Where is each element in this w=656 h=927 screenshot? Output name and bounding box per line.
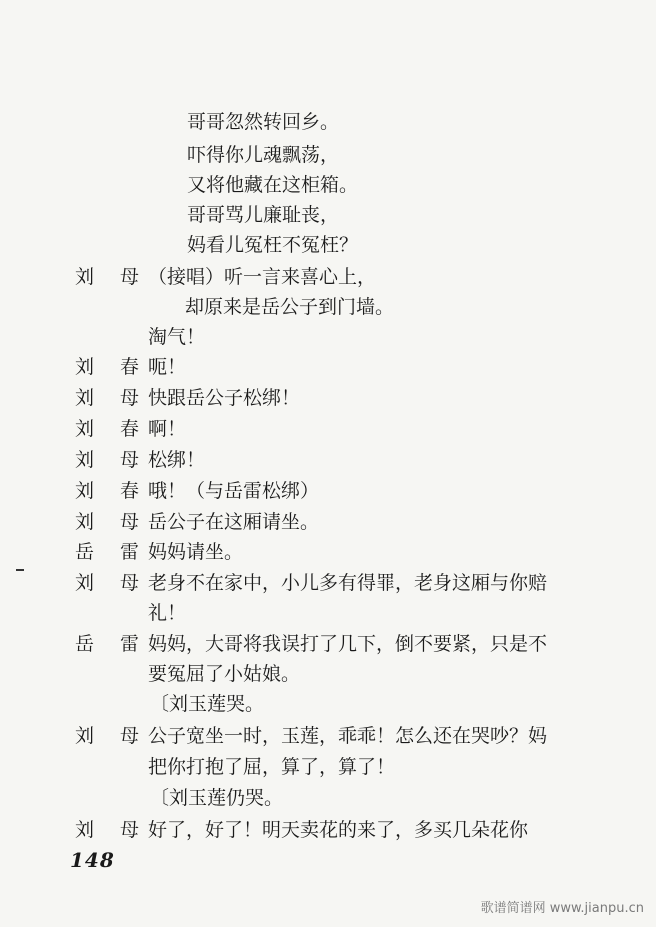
speaker-name: 刘 春 — [75, 418, 139, 440]
verse-line: 又将他藏在这柜箱。 — [187, 174, 359, 196]
speech-text: 快跟岳公子松绑！ — [148, 387, 301, 409]
speaker-name: 刘 春 — [75, 480, 139, 502]
speech-continuation: 却原来是岳公子到门墙。 — [185, 296, 395, 318]
speech-text: 公子宽坐一时，玉莲，乖乖！怎么还在哭吵？妈 — [148, 725, 548, 747]
margin-mark — [16, 569, 24, 571]
speech-text: 哦！（与岳雷松绑） — [148, 480, 320, 502]
speech-text: 岳公子在这厢请坐。 — [148, 511, 320, 533]
speech-continuation: 要冤屈了小姑娘。 — [148, 663, 301, 685]
speaker-name: 刘 母 — [75, 725, 139, 747]
verse-line: 吓得你儿魂飘荡， — [187, 144, 340, 166]
speaker-name: 刘 母 — [75, 387, 139, 409]
speaker-name: 刘 母 — [75, 572, 139, 594]
speaker-name: 刘 母 — [75, 511, 139, 533]
page-number: 148 — [70, 848, 115, 872]
verse-line: 哥哥骂儿廉耻丧， — [187, 204, 340, 226]
speech-text: 好了，好了！明天卖花的来了，多买几朵花你 — [148, 819, 529, 841]
verse-line: 哥哥忽然转回乡。 — [187, 111, 340, 133]
speech-continuation: 把你打抱了屈，算了，算了！ — [148, 756, 396, 778]
speech-text: 妈妈，大哥将我误打了几下，倒不要紧，只是不 — [148, 633, 548, 655]
speaker-name: 岳 雷 — [75, 633, 139, 655]
speaker-name: 刘 母 — [75, 266, 139, 288]
speech-text: 松绑！ — [148, 449, 206, 471]
verse-line: 妈看儿冤枉不冤枉？ — [187, 234, 359, 256]
stage-direction: 〔刘玉莲哭。 — [150, 693, 265, 715]
speaker-name: 刘 母 — [75, 819, 139, 841]
speech-text: 妈妈请坐。 — [148, 541, 244, 563]
speech-text: （接唱）听一言来喜心上， — [148, 266, 377, 288]
speaker-name: 刘 母 — [75, 449, 139, 471]
speaker-name: 刘 春 — [75, 356, 139, 378]
speech-text: 啊！ — [148, 418, 187, 440]
speech-continuation: 淘气！ — [148, 326, 206, 348]
speech-text: 老身不在家中，小儿多有得罪，老身这厢与你赔 — [148, 572, 548, 594]
watermark: 歌谱简谱网 www.jianpu.cn — [480, 901, 644, 916]
speech-continuation: 礼！ — [148, 602, 187, 624]
speech-text: 呃！ — [148, 356, 187, 378]
stage-direction: 〔刘玉莲仍哭。 — [150, 787, 284, 809]
speaker-name: 岳 雷 — [75, 541, 139, 563]
